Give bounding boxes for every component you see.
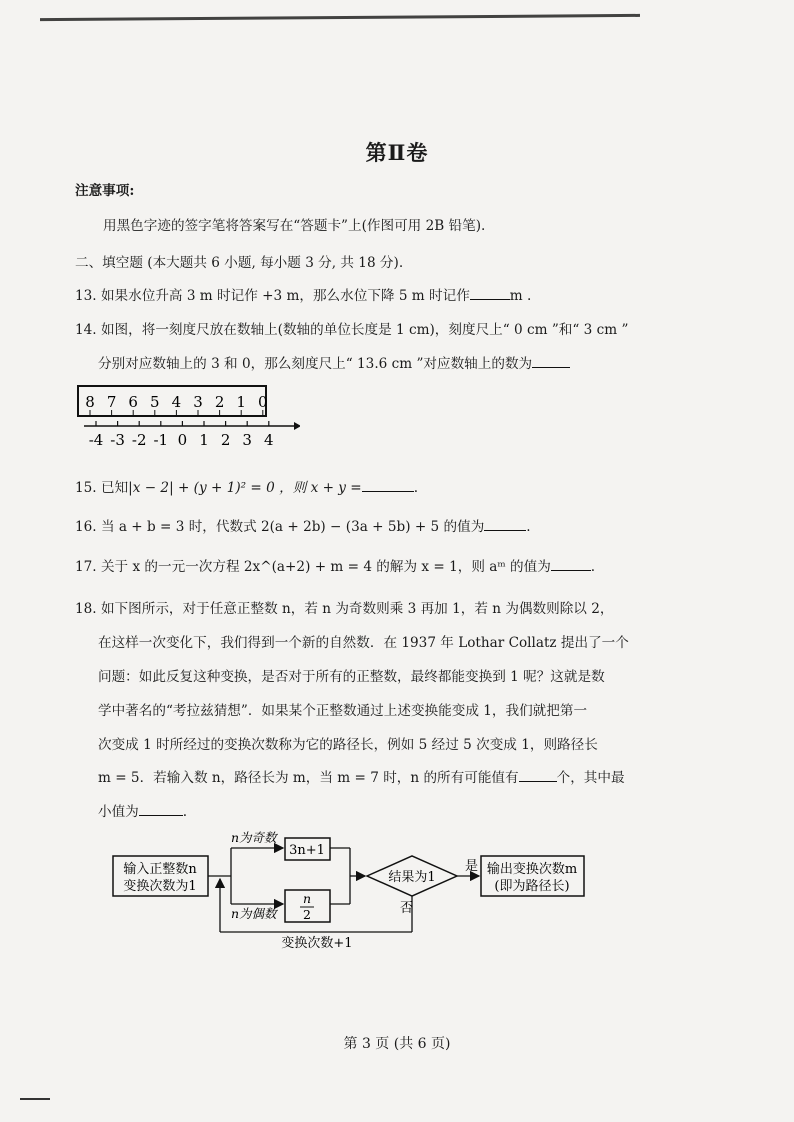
ruler-digit: 3 [193,393,203,411]
axis-label: 2 [220,431,231,449]
axis-label: -3 [110,431,125,449]
q13-text: 13. 如果水位升高 3 m 时记作 +3 m，那么水位下降 5 m 时记作 [75,288,470,304]
ruler-digit: 7 [106,393,117,411]
q18-line6 [98,766,625,786]
notice-heading: 注意事项: [75,183,135,199]
no-label: 否 [400,901,414,916]
question-15: 15. 已知|x − 2| + (y + 1)² = 0 ，则 x + y = . [75,476,418,496]
odd-label: n为奇数 [231,830,277,845]
ruler-digit: 4 [171,393,182,411]
q14-line2-text: 分别对应数轴上的 3 和 0，那么刻度尺上“ 13.6 cm ”对应数轴上的数为 [98,356,533,372]
q18-line6-text: m = 5．若输入数 n，路径长为 m，当 m = 7 时，n 的所有可能值有 [98,770,519,786]
ruler-digit: 2 [214,393,225,411]
axis-label: 1 [199,431,209,449]
q15-answer-blank[interactable] [362,477,414,492]
axis-label: -1 [153,431,169,449]
q18-line6-mid: 个，其中最 [556,770,625,786]
collatz-flowchart [105,828,615,953]
output-line1: 输出变换次数m [486,862,578,877]
input-line2: 变换次数为1 [123,879,197,894]
scan-artifact-mark [20,1098,50,1100]
notice-text: 用黑色字迹的签字笔将答案写在“答题卡”上(作图可用 2B 铅笔). [103,218,486,234]
axis-label: 0 [177,431,188,449]
q14-line1: 14. 如图，将一刻度尺放在数轴上(数轴的单位长度是 1 cm)，刻度尺上“ 0 cm ”和“ 3 cm ” [75,322,629,338]
q18-line4: 学中著名的“考拉兹猜想”．如果某个正整数通过上述变换能变成 1，我们就把第一 [98,703,588,719]
ruler-number-line-figure [70,380,300,452]
output-line2: (即为路径长) [494,879,570,894]
axis-label: -4 [88,431,104,449]
q18-line7-text: 小值为 [98,804,139,820]
question-14-line2 [98,352,570,372]
section2-heading: 二、填空题 (本大题共 6 小题, 每小题 3 分, 共 18 分). [75,255,404,271]
even-denominator: 2 [303,907,311,922]
q17-answer-blank[interactable] [551,556,591,571]
input-line1: 输入正整数n [123,862,197,877]
q17-text: 17. 关于 x 的一元一次方程 2x^(a+2) + m = 4 的解为 x = 1，则 aᵐ 的值为 [75,559,551,575]
q18-line1: 18. 如下图所示，对于任意正整数 n，若 n 为奇数则乘 3 再加 1，若 n 为偶数则除以 2， [75,601,614,617]
loop-label: 变换次数+1 [281,936,353,951]
q18-line7 [98,800,187,820]
section-title: 第Ⅱ卷 [365,140,429,165]
odd-operation: 3n+1 [289,843,325,858]
q18-line5: 次变成 1 时所经过的变换次数称为它的路径长，例如 5 经过 5 次变成 1，则路径长 [98,737,598,753]
ruler-digit: 6 [128,393,138,411]
question-17: 17. 关于 x 的一元一次方程 2x^(a+2) + m = 4 的解为 x = 1，则 aᵐ 的值为 . [75,555,595,575]
scan-artifact-line [40,14,640,21]
ruler-digit: 1 [236,393,246,411]
ruler-digit: 8 [85,393,95,411]
q14-answer-blank[interactable] [532,353,570,368]
yes-label: 是 [465,859,479,874]
ruler-digit: 0 [258,393,268,411]
even-numerator: n [302,891,312,906]
q13-unit: m . [509,288,532,304]
question-16: 16. 当 a + b = 3 时，代数式 2(a + 2b) − (3a + 5b) + 5 的值为 . [75,515,531,535]
q15-expression: |x − 2| + (y + 1)² = 0 ，则 x + y = [128,480,362,496]
q18-line2: 在这样一次变化下，我们得到一个新的自然数．在 1937 年 Lothar Collatz 提出了一个 [98,635,629,651]
number-line-arrow [294,422,300,430]
axis-label: -2 [131,431,147,449]
axis-label: 4 [264,431,274,449]
even-label: n为偶数 [231,906,277,921]
q15-prefix: 15. 已知 [75,480,129,496]
q18-line7-end: . [182,804,188,820]
decision-text: 结果为1 [388,870,436,885]
q18-line3: 问题：如此反复这种变换，是否对于所有的正整数，最终都能变换到 1 呢？这就是数 [98,669,605,685]
axis-label: 3 [242,431,252,449]
q18-min-blank[interactable] [139,801,183,816]
page-footer: 第 3 页 (共 6 页) [343,1036,451,1052]
ruler-digit: 5 [150,393,160,411]
q16-answer-blank[interactable] [484,516,526,531]
q16-text: 16. 当 a + b = 3 时，代数式 2(a + 2b) − (3a + 5b) + 5 的值为 [75,519,485,535]
q18-count-blank[interactable] [519,767,557,782]
q13-answer-blank[interactable] [470,285,510,300]
question-13 [75,284,531,304]
